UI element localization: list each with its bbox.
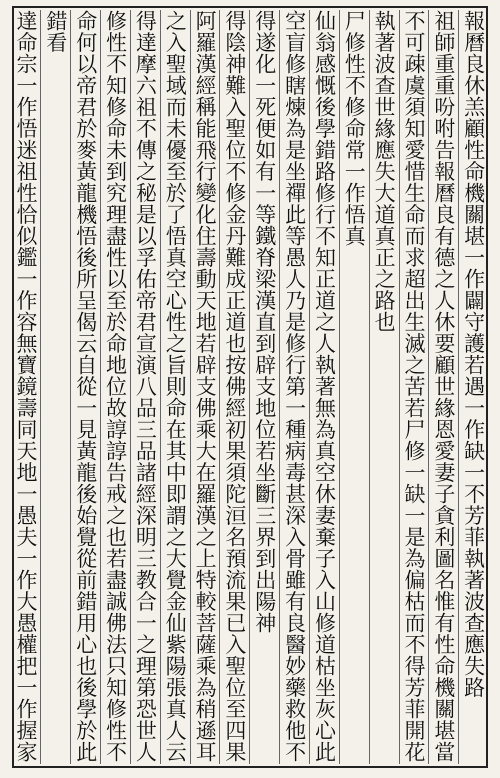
column-rule (249, 10, 250, 764)
text-column-12: 得達摩六祖不傳之秘是以孚佑帝君宣演八品三品諸經深明三教合一之理第恐世人 (133, 10, 158, 763)
text-column-8: 得遂化一死便如有一等鐵脊梁漢直到辟支地位若坐斷三界到出陽神 (252, 10, 277, 634)
column-rule (190, 10, 191, 764)
column-rule (130, 10, 131, 764)
column-rule (369, 10, 370, 764)
column-rule (279, 10, 280, 764)
column-rule (309, 10, 310, 764)
text-column-1: 報曆良休羔顧性命機關堪一作闢守護若遇一作缺一不芳菲執著波查應失路 (461, 10, 486, 698)
column-rule (219, 10, 220, 764)
column-rule (160, 10, 161, 764)
text-column-3: 不可疎虞須知愛惜生命而求超出生滅之苦若尸修一缺一是為偏枯而不得芳菲開花 (401, 10, 426, 763)
text-column-11: 之入聖域而未優至於了悟真空心性之旨則命在其中即謂之大覺金仙紫陽張真人云 (163, 10, 188, 763)
text-column-9: 得陰神難入聖位不修金丹難成正道也按佛經初果須陀洹名預流果已入聖位至四果 (222, 10, 247, 763)
column-rule (428, 10, 429, 764)
text-column-16: 達命宗一作悟迷祖性恰似鑑一作容無寶鏡壽同天地一愚夫一作大愚權把一作握家 (14, 10, 38, 763)
text-column-15: 錯看 (43, 10, 68, 53)
text-column-6: 仙翁感慨後學錯路修行不知正道之人執著無為真空休妻棄子入山修道枯坐灰心此 (312, 10, 337, 763)
text-column-7: 空盲修瞎煉為是坐禪此等愚人乃是修行第一種病毒甚深入骨雖有良醫妙藥救他不 (282, 10, 307, 763)
text-column-5: 尸修性不修命常一作悟真 (342, 10, 367, 247)
column-rule (70, 10, 71, 764)
column-rule (339, 10, 340, 764)
column-rule (100, 10, 101, 764)
text-column-2: 祖師重重吩咐告報曆良有德之人休要顧世緣恩愛妻子貪利圖名惟有性命機關堪當 (431, 10, 456, 763)
column-rule (399, 10, 400, 764)
column-rule (458, 10, 459, 764)
text-column-14: 命何以帝君於麥黃龍機悟後所呈偈云自從一見黃龍後始覺從前錯用心也後學於此 (73, 10, 98, 763)
text-columns (14, 10, 486, 764)
text-column-10: 阿羅漢經稱能飛行變化住壽動天地若辟支佛乘大在羅漢之上特較菩薩乘為稍遜耳 (193, 10, 218, 763)
text-column-13: 修性不知修命未到究理盡性以至於命地位故諄諄告戒之也若盡誠佛法只知修性不 (103, 10, 128, 763)
column-rule (40, 10, 41, 764)
text-column-4: 執著波查世緣應失大道真正之路也 (372, 10, 397, 333)
